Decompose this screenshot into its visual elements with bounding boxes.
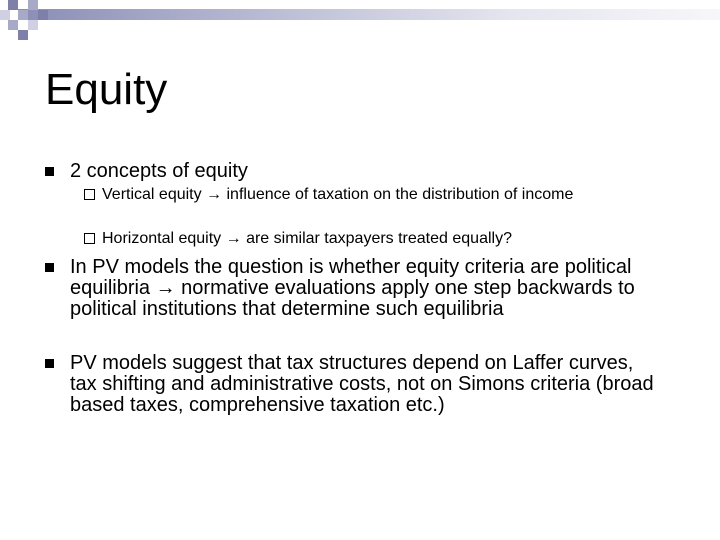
filled-square-bullet-icon [45,359,54,368]
slide-title: Equity [45,65,168,114]
bullet-concepts-of-equity: 2 concepts of equity [70,160,248,182]
sub-bullet-horizontal-equity: Horizontal equity → are similar taxpayers treated equally? [102,230,512,247]
sub-bullet-vertical-equity: Vertical equity → influence of taxation on the distribution of income [102,186,574,203]
hollow-square-bullet-icon [84,189,95,200]
filled-square-bullet-icon [45,167,54,176]
filled-square-bullet-icon [45,263,54,272]
hollow-square-bullet-icon [84,233,95,244]
bullet-pv-tax-structures: PV models suggest that tax structures depend on Laffer curves, tax shifting and administrative costs, not on Simons criteria (broad based taxes, comprehensive taxation etc.) [70,352,654,416]
bullet-pv-equity-criteria: In PV models the question is whether equity criteria are political equilibria → normative evaluations apply one step backwards to political institutions that determine such equilibria [70,256,635,320]
